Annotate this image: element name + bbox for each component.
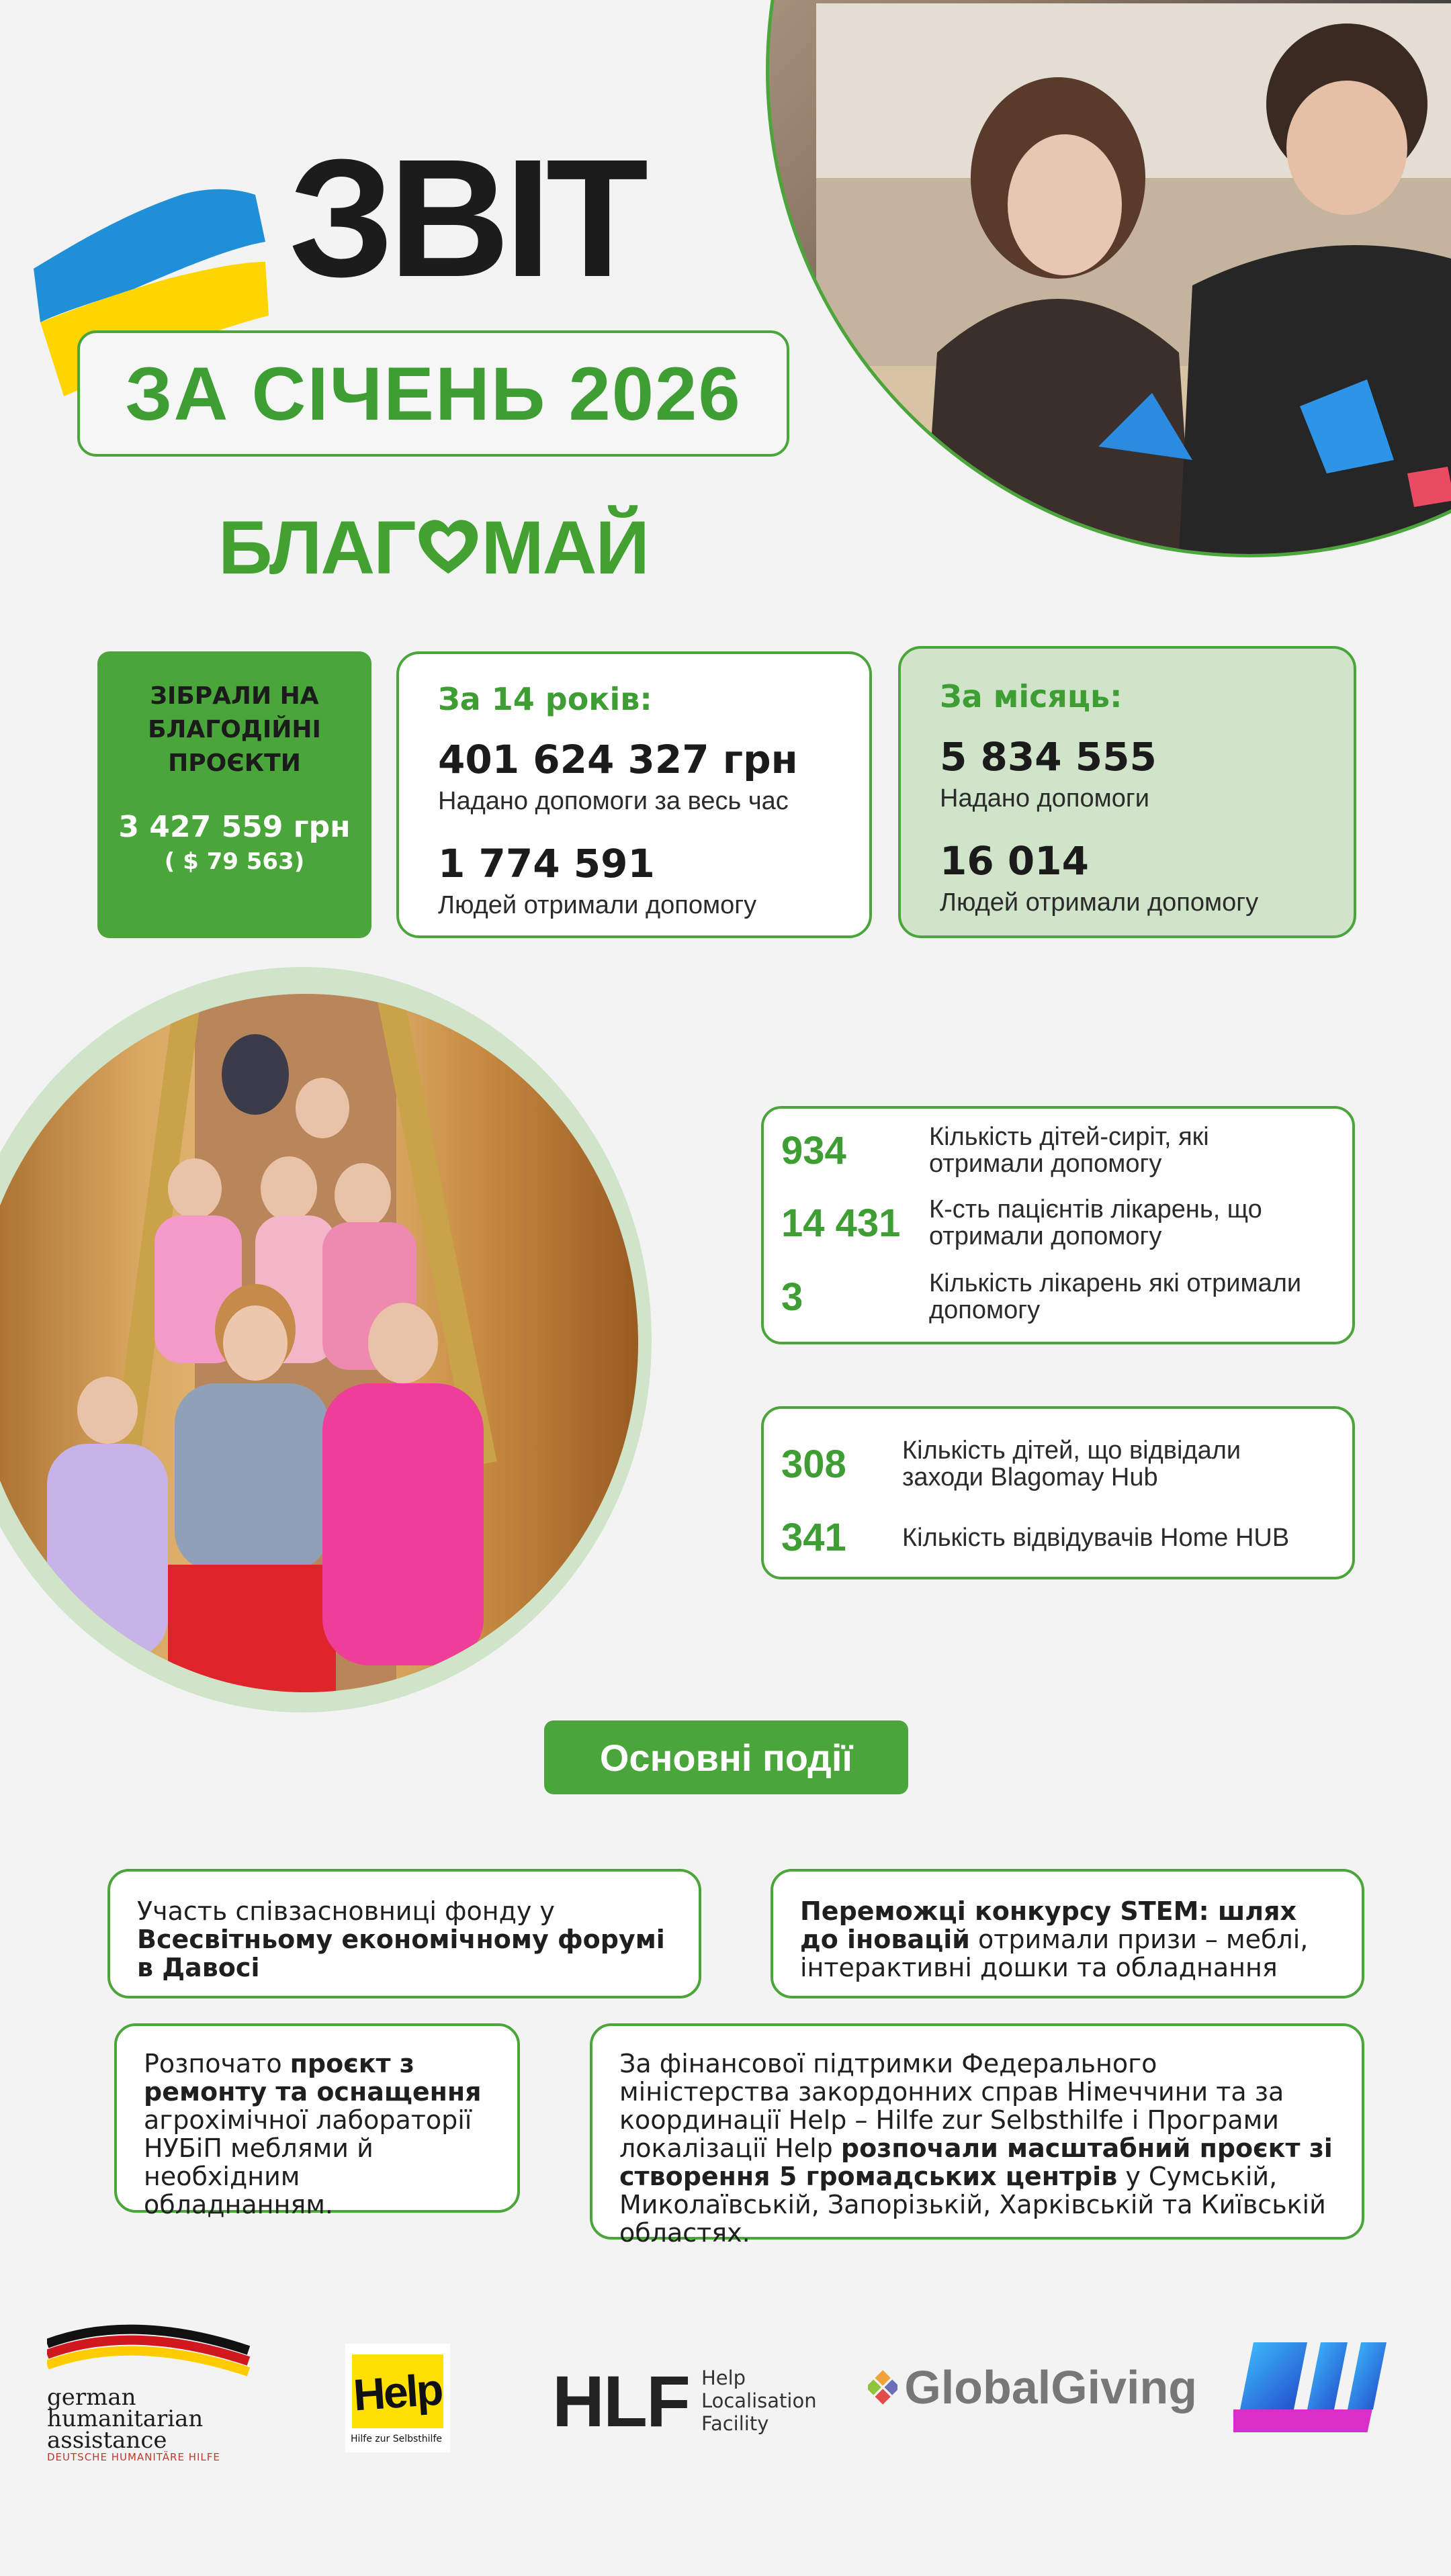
stat-hospitals-label xyxy=(929,1270,1301,1324)
event-community-centers xyxy=(590,2023,1364,2248)
event-centers-bold: розпочали масштабний проєкт зі створення 5 громадських центрів xyxy=(619,2133,1333,2191)
photo-children xyxy=(0,994,638,1692)
brand-logo-part2: МАЙ xyxy=(481,505,648,590)
stat-row-hospitals xyxy=(781,1270,1301,1324)
brand-logo-part1: БЛАГ xyxy=(218,505,415,590)
help-logo xyxy=(345,2344,450,2452)
event-stem xyxy=(771,1869,1364,1998)
stat-hub-children-label-2: заходи Blagomay Hub xyxy=(902,1463,1158,1491)
heart-icon xyxy=(418,510,479,585)
photo-students xyxy=(766,0,1451,557)
event-davos xyxy=(107,1869,701,1998)
events-heading: Основні події xyxy=(544,1720,908,1794)
stat-hub-children-label-1: Кількість дітей, що відвідали xyxy=(902,1436,1241,1465)
hlf-logo-line1: Help xyxy=(701,2366,746,2389)
brand-logo xyxy=(218,500,648,594)
stat-patients-value: 14 431 xyxy=(781,1201,901,1245)
stat-orphans-value: 934 xyxy=(781,1128,846,1172)
stat-hospitals-label-2: допомогу xyxy=(929,1296,1041,1324)
german-logo-line4: DEUTSCHE HUMANITÄRE HILFE xyxy=(47,2451,220,2463)
event-lab-text-2: агрохімічної лабораторії НУБіП меблями й необхідним обладнанням. xyxy=(144,2105,472,2219)
help-logo-word: Help xyxy=(351,2364,443,2420)
hlf-logo-line3: Facility xyxy=(701,2412,769,2435)
help-logo-caption: Hilfe zur Selbsthilfe xyxy=(351,2434,442,2444)
event-centers-text-2: у Сумській, Миколаївській, Запорізькій, Харківській та Київській областях. xyxy=(619,2162,1326,2248)
stat-patients-label-1: К-сть пацієнтів лікарень, що xyxy=(929,1195,1262,1224)
hospital-stats xyxy=(761,1106,1355,1344)
report-period-text: ЗА СІЧЕНЬ 2026 xyxy=(125,351,742,436)
event-stem-text: отримали призи – меблі, інтерактивні дошки та обладнання xyxy=(800,1925,1309,1982)
german-logo-line2: humanitarian xyxy=(47,2405,204,2432)
globalgiving-icon xyxy=(868,2364,897,2411)
dii-electronics-logo xyxy=(1233,2342,1387,2436)
month-aid: 5 834 555 xyxy=(940,734,1157,780)
years-people-label: Людей отримали допомогу xyxy=(438,891,757,919)
raised-label-2: БЛАГОДІЙНІ xyxy=(148,716,321,743)
event-lab xyxy=(114,2023,520,2219)
globalgiving-text: GlobalGiving xyxy=(904,2361,1197,2413)
years-heading: За 14 років: xyxy=(438,681,652,717)
stat-home-hub-label: Кількість відвідувачів Home HUB xyxy=(902,1523,1290,1552)
years-total-aid-label: Надано допомоги за весь час xyxy=(438,787,789,815)
event-lab-bold: проєкт з ремонту та оснащення xyxy=(144,2049,482,2107)
raised-label-3: ПРОЄКТИ xyxy=(168,749,301,777)
raised-funds-card xyxy=(97,651,371,938)
stat-row-home-hub xyxy=(781,1515,1289,1560)
stat-orphans-label-2: отримали допомогу xyxy=(929,1150,1162,1178)
stat-row-orphans xyxy=(781,1123,1209,1177)
stat-patients-label xyxy=(929,1196,1262,1250)
month-people: 16 014 xyxy=(940,838,1089,884)
month-card xyxy=(898,646,1356,938)
children-illustration xyxy=(0,994,638,1692)
hub-stats xyxy=(761,1406,1355,1579)
german-logo-line3: assistance xyxy=(47,2427,167,2454)
event-davos-text: Участь співзасновниці фонду у xyxy=(137,1896,555,1926)
german-humanitarian-logo xyxy=(47,2324,255,2463)
stat-hub-children-label xyxy=(902,1437,1241,1491)
years-card xyxy=(396,651,872,938)
month-people-label: Людей отримали допомогу xyxy=(940,888,1259,917)
stat-home-hub-value: 341 xyxy=(781,1516,846,1559)
stat-patients-label-2: отримали допомогу xyxy=(929,1222,1162,1250)
event-davos-bold: Всесвітньому економічному форумі в Давосі xyxy=(137,1925,665,1982)
event-stem-bold: Переможці конкурсу STEM: шлях до іновацій xyxy=(800,1896,1296,1954)
stat-row-patients xyxy=(781,1196,1262,1250)
raised-label-1: ЗІБРАЛИ НА xyxy=(150,682,319,710)
month-aid-label: Надано допомоги xyxy=(940,784,1149,813)
german-logo-line1: german xyxy=(47,2384,136,2411)
years-people: 1 774 591 xyxy=(438,841,655,886)
hlf-logo-mark: HLF xyxy=(552,2360,689,2442)
stat-orphans-label-1: Кількість дітей-сиріт, які xyxy=(929,1123,1209,1151)
years-total-aid: 401 624 327 грн xyxy=(438,737,798,782)
report-title: ЗВІТ xyxy=(289,124,644,312)
hlf-logo xyxy=(552,2360,821,2442)
globalgiving-logo xyxy=(868,2357,1197,2418)
event-lab-text-1: Розпочато xyxy=(144,2049,290,2078)
hlf-logo-line2: Localisation xyxy=(701,2389,817,2412)
raised-usd: ( $ 79 563) xyxy=(164,848,305,875)
month-heading: За місяць: xyxy=(940,678,1123,715)
stat-row-hub-children xyxy=(781,1437,1241,1491)
event-centers-text-1: За фінансової підтримки Федерального міністерства закордонних справ Німеччини та за координації Help – Hilfe zur Selbsthilfe і Програми локалізації Help xyxy=(619,2049,1284,2163)
students-illustration xyxy=(816,3,1451,554)
stat-hospitals-value: 3 xyxy=(781,1275,803,1319)
german-flag-wave-icon xyxy=(47,2324,255,2384)
stat-hospitals-label-1: Кількість лікарень які отримали xyxy=(929,1269,1302,1297)
hlf-logo-text xyxy=(701,2366,817,2435)
stat-hub-children-value: 308 xyxy=(781,1442,846,1486)
stat-orphans-label xyxy=(929,1123,1209,1177)
report-period xyxy=(77,330,789,457)
raised-amount: 3 427 559 грн xyxy=(118,810,351,844)
